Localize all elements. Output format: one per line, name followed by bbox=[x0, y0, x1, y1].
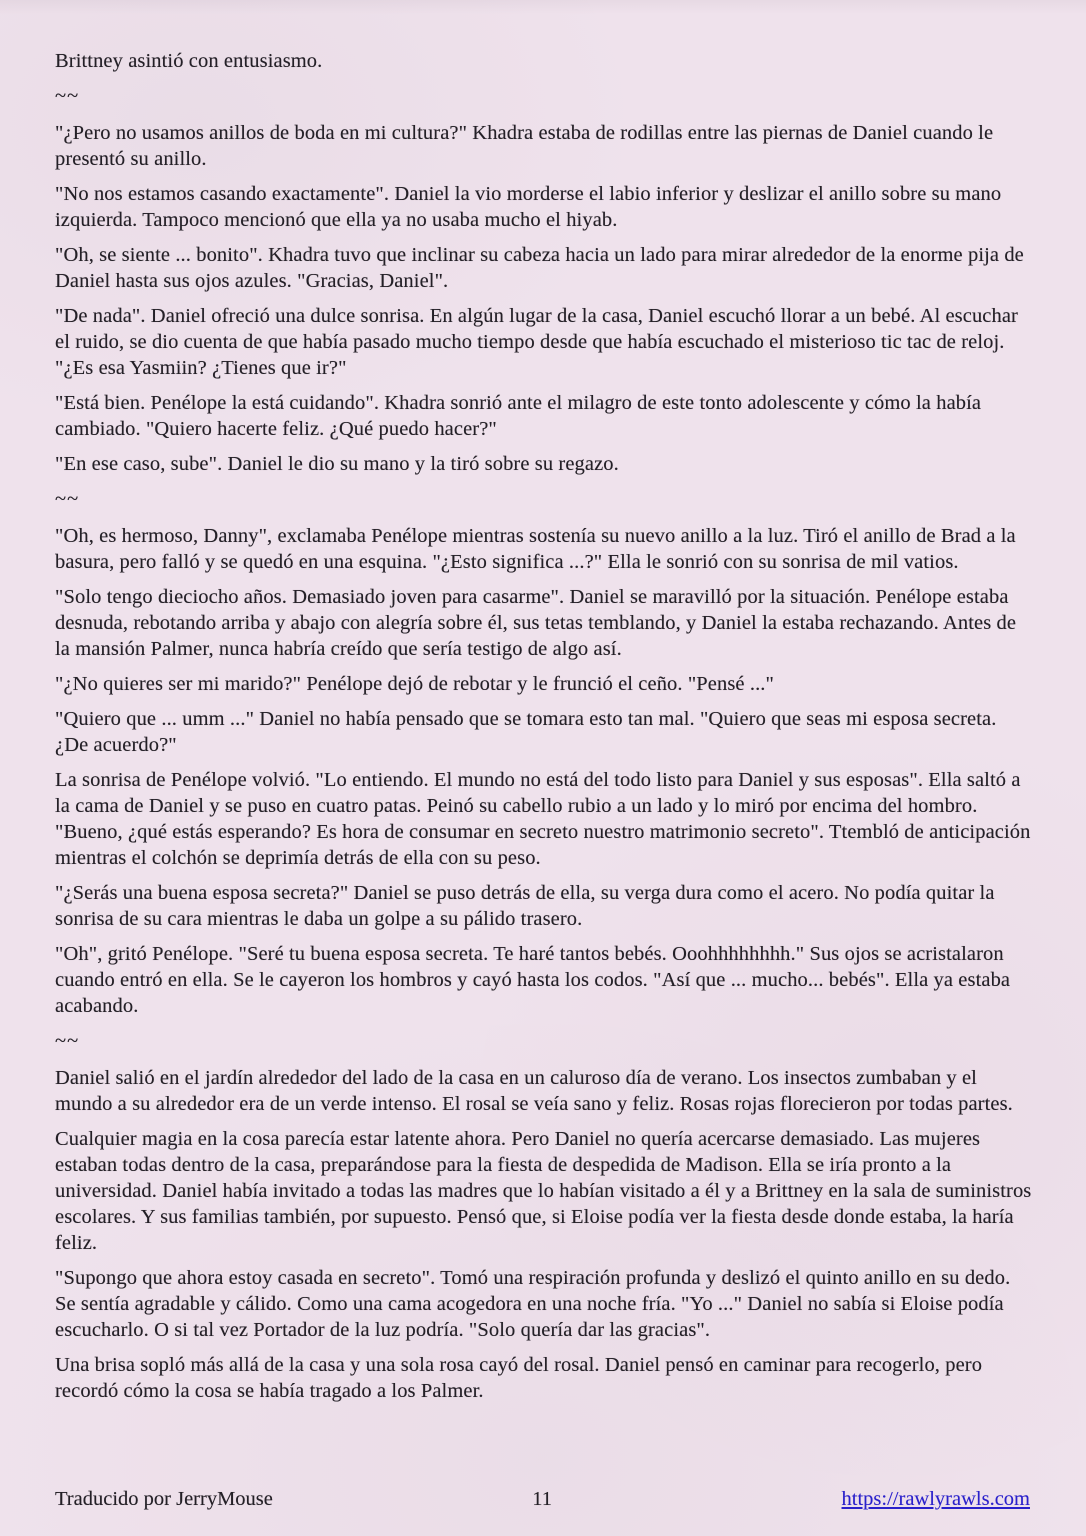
site-link[interactable]: https://rawlyrawls.com bbox=[841, 1488, 1030, 1510]
paragraph: "En ese caso, sube". Daniel le dio su mano y la tiró sobre su regazo. bbox=[55, 453, 619, 475]
paragraph: "¿Serás una buena esposa secreta?" Daniel se puso detrás de ella, su verga dura como el acero. No podía quitar la sonrisa de su cara mientras le daba un golpe a su pálido trasero. bbox=[55, 882, 995, 930]
paragraph: "¿Pero no usamos anillos de boda en mi cultura?" Khadra estaba de rodillas entre las piernas de Daniel cuando le presentó su anillo. bbox=[55, 122, 994, 170]
paragraph: Una brisa sopló más allá de la casa y una sola rosa cayó del rosal. Daniel pensó en caminar para recogerlo, pero recordó cómo la cosa se había tragado a los Palmer. bbox=[55, 1354, 983, 1402]
paragraph: "Quiero que ... umm ..." Daniel no había pensado que se tomara esto tan mal. "Quiero que seas mi esposa secreta. ¿De acuerdo?" bbox=[55, 708, 997, 756]
page-number: 11 bbox=[532, 1488, 552, 1510]
paragraph: Daniel salió en el jardín alrededor del lado de la casa en un caluroso día de verano. Los insectos zumbaban y el mundo a su alrededor era de un verde intenso. El rosal se veía sano y feliz. Rosas rojas florecieron por todas partes. bbox=[55, 1067, 1013, 1115]
paragraph: "Oh", gritó Penélope. "Seré tu buena esposa secreta. Te haré tantos bebés. Ooohhhhhhhh." Sus ojos se acristalaron cuando entró en ella. Se le cayeron los hombros y cayó hasta los codos. "Así que ... mucho... bebés". Ella ya estaba acabando. bbox=[55, 943, 1011, 1017]
paragraph: "Supongo que ahora estoy casada en secreto". Tomó una respiración profunda y deslizó el quinto anillo en su dedo. Se sentía agradable y cálido. Como una cama acogedora en una noche fría. "Yo ..." Daniel no sabía si Eloise podía escucharlo. O si tal vez Portador de la luz podría. "Solo quería dar las gracias". bbox=[55, 1267, 1011, 1341]
paragraph: Brittney asintió con entusiasmo. bbox=[55, 50, 323, 72]
paragraph: "Solo tengo dieciocho años. Demasiado joven para casarme". Daniel se maravilló por la situación. Penélope estaba desnuda, rebotando arriba y abajo con alegría sobre él, sus tetas temblando, y Daniel la estaba rechazando. Antes de la mansión Palmer, nunca habría creído que sería testigo de algo así. bbox=[55, 586, 1017, 660]
paragraph: Cualquier magia en la cosa parecía estar latente ahora. Pero Daniel no quería acercarse demasiado. Las mujeres estaban todas dentro de la casa, preparándose para la fiesta de despedida de Madison. Ella se iría pronto a la universidad. Daniel había invitado a todas las madres que lo habían visitado a él y a Brittney en la sala de suministros escolares. Y sus familias también, por supuesto. Pensó que, si Eloise podía ver la fiesta desde donde estaba, la haría feliz. bbox=[55, 1128, 1032, 1254]
section-separator: ~~ bbox=[55, 1030, 80, 1052]
paragraph: "¿No quieres ser mi marido?" Penélope dejó de rebotar y le frunció el ceño. "Pensé ..." bbox=[55, 673, 775, 695]
section-separator: ~~ bbox=[55, 85, 80, 107]
page-footer bbox=[55, 1486, 1030, 1516]
paragraph: "De nada". Daniel ofreció una dulce sonrisa. En algún lugar de la casa, Daniel escuchó llorar a un bebé. Al escuchar el ruido, se dio cuenta de que había pasado mucho tiempo desde que había escuchado el misterioso tic tac de reloj. "¿Es esa Yasmiin? ¿Tienes que ir?" bbox=[55, 305, 1018, 379]
paragraph: "Está bien. Penélope la está cuidando". Khadra sonrió ante el milagro de este tonto adolescente y cómo la había cambiado. "Quiero hacerte feliz. ¿Qué puedo hacer?" bbox=[55, 392, 982, 440]
paragraph: "No nos estamos casando exactamente". Daniel la vio morderse el labio inferior y deslizar el anillo sobre su mano izquierda. Tampoco mencionó que ella ya no usaba mucho el hiyab. bbox=[55, 183, 1002, 231]
paragraph: "Oh, se siente ... bonito". Khadra tuvo que inclinar su cabeza hacia un lado para mirar alrededor de la enorme pija de Daniel hasta sus ojos azules. "Gracias, Daniel". bbox=[55, 244, 1024, 292]
paragraph: La sonrisa de Penélope volvió. "Lo entiendo. El mundo no está del todo listo para Daniel y sus esposas". Ella saltó a la cama de Daniel y se puso en cuatro patas. Peinó su cabello rubio a un lado y lo miró por encima del hombro. "Bueno, ¿qué estás esperando? Es hora de consumar en secreto nuestro matrimonio secreto". Ttembló de anticipación mientras el colchón se deprimía detrás de ella con su peso. bbox=[55, 769, 1031, 869]
story-text bbox=[55, 48, 1032, 1413]
paragraph: "Oh, es hermoso, Danny", exclamaba Penélope mientras sostenía su nuevo anillo a la luz. Tiró el anillo de Brad a la basura, pero falló y se quedó en una esquina. "¿Esto significa ...?" Ella le sonrió con su sonrisa de mil vatios. bbox=[55, 525, 1016, 573]
section-separator: ~~ bbox=[55, 488, 80, 510]
translator-credit: Traducido por JerryMouse bbox=[55, 1488, 273, 1510]
